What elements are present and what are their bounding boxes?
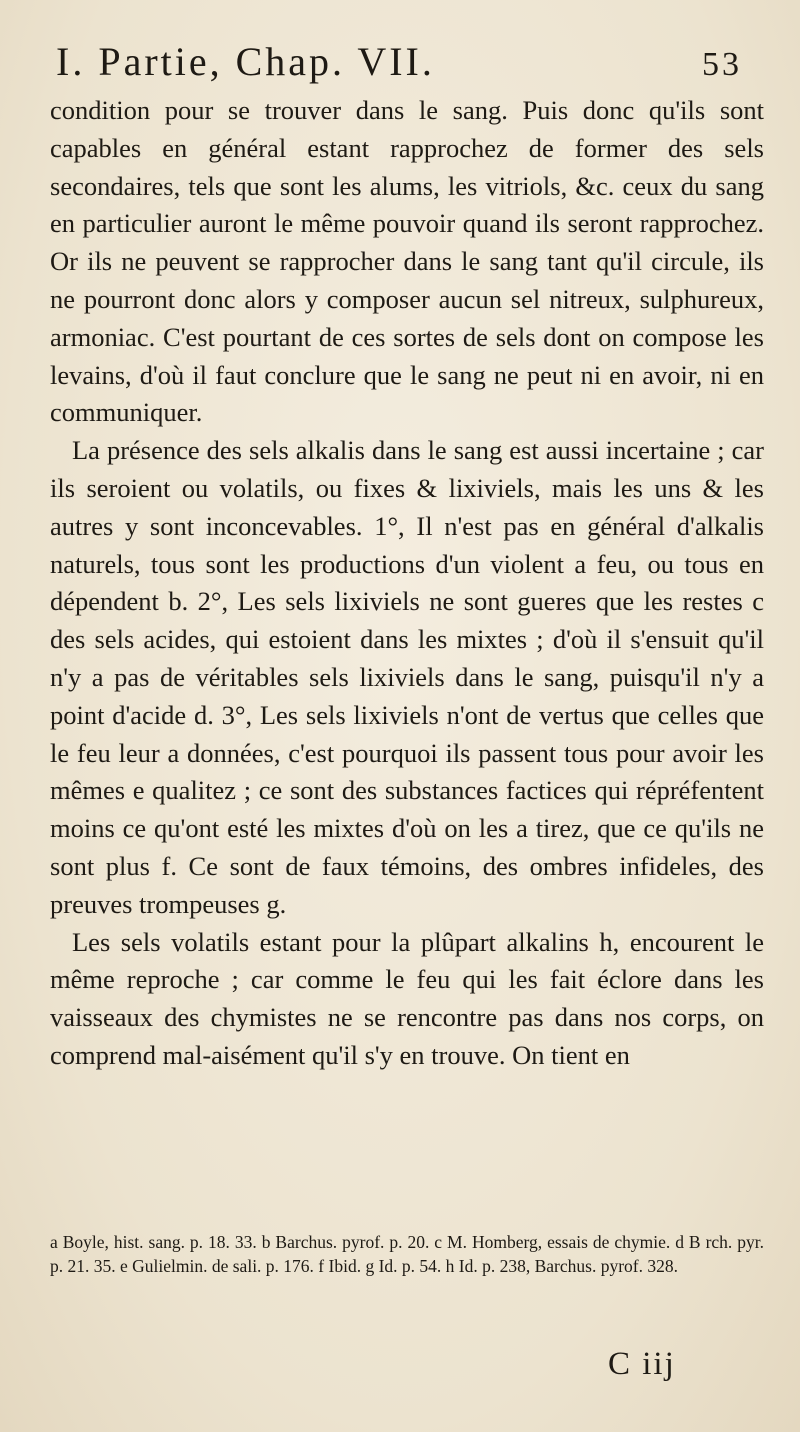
page-number: 53 [702, 46, 742, 83]
signature-mark: C iij [608, 1346, 676, 1382]
running-header [56, 38, 742, 88]
paragraph: La présence des sels alkalis dans le sang est aussi incertaine ; car ils seroient ou volatils, ou fixes & lixiviels, mais les uns & les autres y sont inconcevables. 1°, Il n'est pas en général d'alkalis naturels, tous sont les productions d'un violent a feu, ou tous en dépendent b. 2°, Les sels lixiviels ne sont gueres que les restes c des sels acides, qui estoient dans les mixtes ; d'où il s'ensuit qu'il n'y a pas de véritables sels lixiviels dans le sang, puisqu'il n'y a point d'acide d. 3°, Les sels lixiviels n'ont de vertus que celles que le feu leur a données, c'est pourquoi ils passent tous pour avoir les mêmes e qualitez ; ce sont des substances factices qui répréfentent moins ce qu'ont esté les mixtes d'où on les a tirez, que ce qu'ils ne sont plus f. Ce sont de faux témoins, des ombres infideles, des preuves trompeuses g. [50, 435, 764, 919]
running-title: I. Partie, Chap. VII. [56, 39, 435, 84]
footnote-text: a Boyle, hist. sang. p. 18. 33. b Barchus. pyrof. p. 20. c M. Homberg, essais de chymie. d B rch. pyr. p. 21. 35. e Gulielmin. de sali. p. 176. f Ibid. g Id. p. 54. h Id. p. 238, Barchus. pyrof. 328. [50, 1232, 764, 1276]
footnotes [50, 1230, 764, 1278]
body-text [50, 92, 764, 1075]
paragraph: Les sels volatils estant pour la plûpart alkalins h, encourent le même reproche ; car comme le feu qui les fait éclore dans les vaisseaux des chymistes ne se rencontre pas dans nos corps, on comprend mal-aisément qu'il s'y en trouve. On tient en [50, 926, 764, 1070]
paragraph: condition pour se trouver dans le sang. Puis donc qu'ils sont capables en général estant rapprochez de former des sels secondaires, tels que sont les alums, les vitriols, &c. ceux du sang en particulier auront le même pouvoir quand ils seront rapprochez. Or ils ne peuvent se rapprocher dans le sang tant qu'il circule, ils ne pourront donc alors y composer aucun sel nitreux, sulphureux, armoniac. C'est pourtant de ces sortes de sels dont on compose les levains, d'où il faut conclure que le sang ne peut ni en avoir, ni en communiquer. [50, 95, 764, 428]
